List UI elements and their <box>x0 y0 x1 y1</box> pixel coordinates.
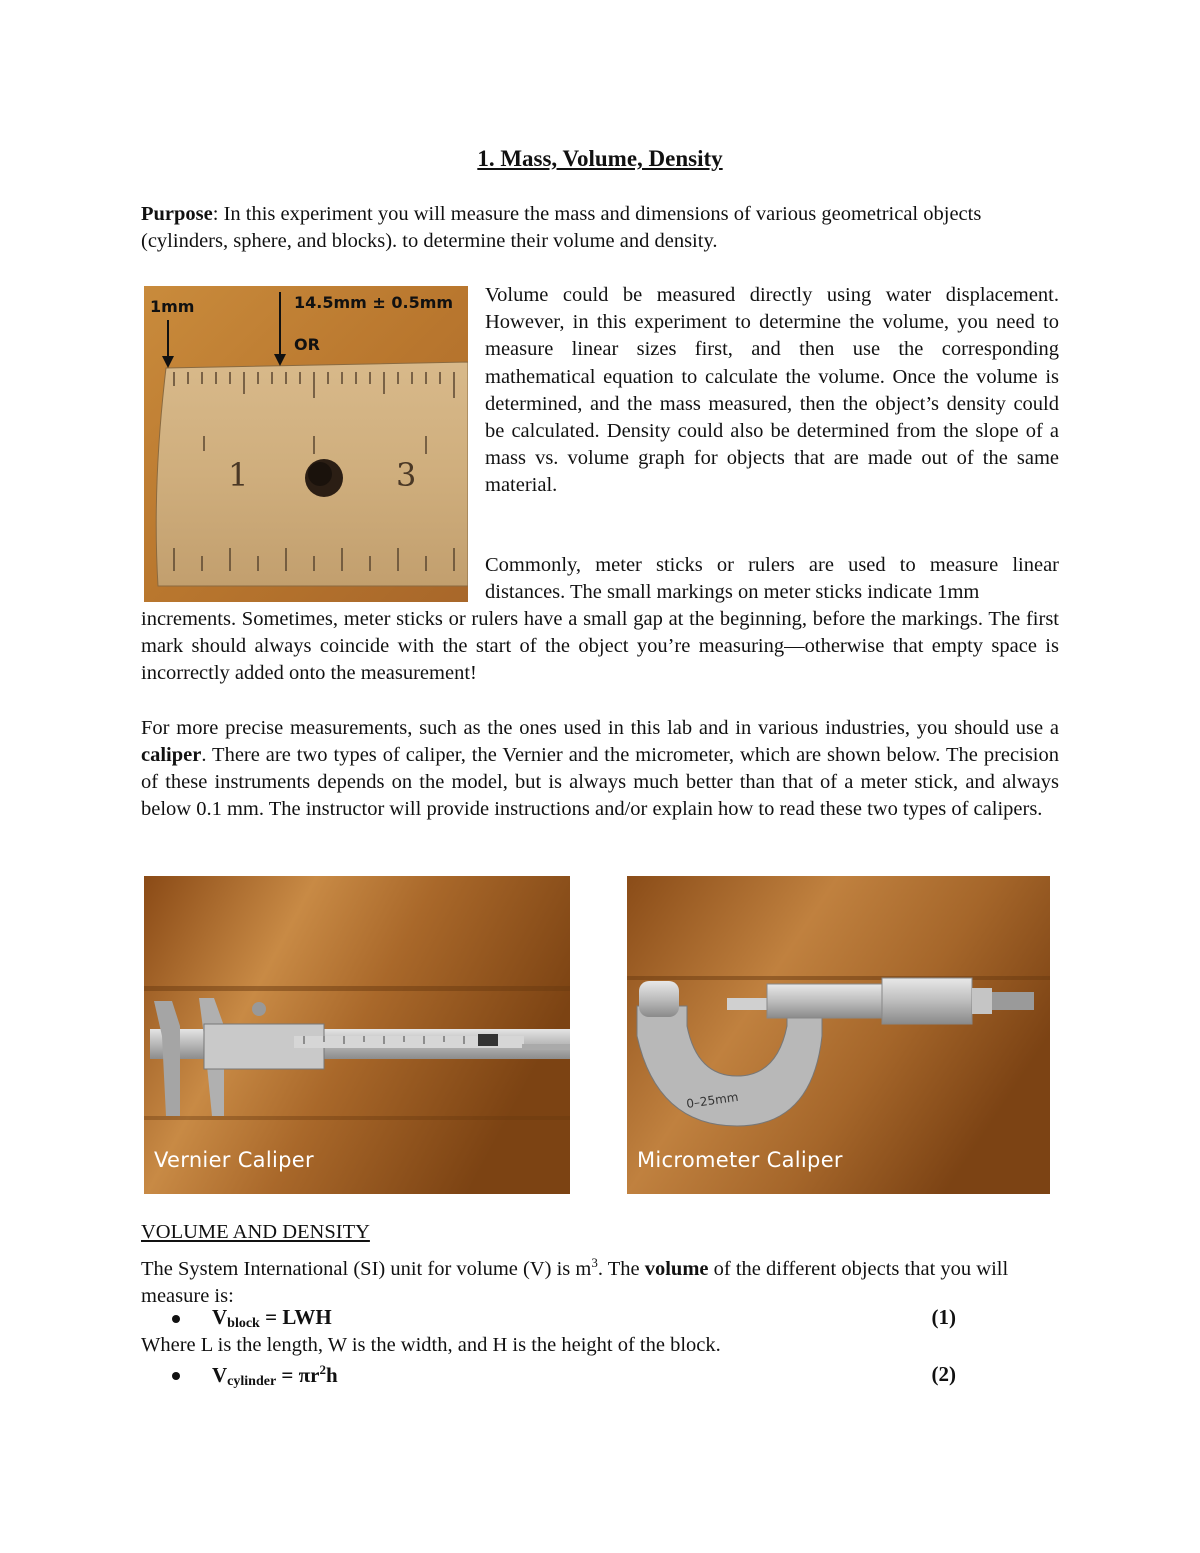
eq2-rhs-a: = πr <box>276 1363 320 1387</box>
si-text-3: of the different objects that you will measure is: <box>141 1258 1009 1307</box>
si-bold-word: volume <box>644 1258 709 1280</box>
caliper-bold-word: caliper <box>141 744 202 766</box>
equation-1-row <box>141 1305 956 1335</box>
micrometer-caliper-illustration <box>627 876 1050 1194</box>
page-title: 1. Mass, Volume, Density <box>477 146 723 171</box>
equation-1-number: (1) <box>931 1305 956 1329</box>
equation-1 <box>212 1305 332 1332</box>
ruler-label-1mm: 1mm <box>150 297 195 316</box>
ruler-label-measurement: 14.5mm ± 0.5mm <box>294 293 454 312</box>
micrometer-caption: Micrometer Caliper <box>637 1148 843 1172</box>
eq2-superscript: 2 <box>319 1362 326 1377</box>
ruler-number-1: 1 <box>228 456 249 494</box>
si-text-2: . The <box>597 1258 645 1280</box>
section-heading: VOLUME AND DENSITY <box>141 1221 370 1243</box>
bullet-icon <box>172 1372 180 1380</box>
ruler-illustration <box>144 286 468 602</box>
eq2-subscript: cylinder <box>227 1374 277 1389</box>
equation-2-row <box>141 1362 956 1392</box>
vernier-caliper-illustration <box>144 876 570 1194</box>
eq1-subscript: block <box>227 1316 260 1331</box>
purpose-label: Purpose <box>141 203 213 225</box>
intro-paragraph-1: Volume could be measured directly using water displacement. However, in this experiment to determine the volume, you need to measure linear sizes first, and then use the corresponding mathematical equation to calculate the volume. Once the volume is determined, and the mass measured, then the object’s density could be calculated. Density could also be determined from the slope of a mass vs. volume graph for objects that are made out of the same material. <box>485 284 1059 497</box>
si-superscript: 3 <box>591 1255 598 1270</box>
purpose-paragraph <box>141 201 1059 255</box>
eq1-v: V <box>212 1305 228 1329</box>
eq2-v: V <box>212 1363 228 1387</box>
micrometer-scale-label: 0–25mm <box>685 1089 740 1111</box>
equation-2-number: (2) <box>931 1362 956 1386</box>
si-unit-paragraph <box>141 1249 1059 1310</box>
purpose-text: : In this experiment you will measure the mass and dimensions of various geometrical objects (cylinders, sphere, and blocks). to determine their volume and density. <box>141 203 982 252</box>
equation-1-note: Where L is the length, W is the width, and H is the height of the block. <box>141 1334 721 1356</box>
micrometer-caliper-photo <box>627 876 1050 1194</box>
ruler-number-3: 3 <box>396 456 417 494</box>
si-text-1: The System International (SI) unit for volume (V) is m <box>141 1258 592 1280</box>
vernier-caliper-photo <box>144 876 570 1194</box>
caliper-text-after: . There are two types of caliper, the Vernier and the micrometer, which are shown below. The precision of these instruments depends on the model, but is always much better than that of a meter stick, and always below 0.1 mm. The instructor will provide instructions and/or explain how to read these two types of calipers. <box>141 744 1059 820</box>
eq2-rhs-b: h <box>325 1363 338 1387</box>
intro-paragraph-2-rest: increments. Sometimes, meter sticks or rulers have a small gap at the beginning, before the markings. The first mark should always coincide with the start of the object you’re measuring—otherwise that empty space is incorrectly added onto the measurement! <box>141 608 1059 684</box>
intro-paragraph-2-start: Commonly, meter sticks or rulers are used to measure linear distances. The small markings on meter sticks indicate 1mm <box>485 554 1059 603</box>
ruler-label-or: OR <box>294 335 320 354</box>
ruler-photo <box>144 286 468 602</box>
equation-2 <box>212 1362 338 1390</box>
bullet-icon <box>172 1315 180 1323</box>
caliper-text-before: For more precise measurements, such as the ones used in this lab and in various industries, you should use a <box>141 717 1059 739</box>
caliper-paragraph <box>141 715 1059 823</box>
eq1-rhs: = LWH <box>259 1305 332 1329</box>
vernier-caption: Vernier Caliper <box>154 1148 314 1172</box>
